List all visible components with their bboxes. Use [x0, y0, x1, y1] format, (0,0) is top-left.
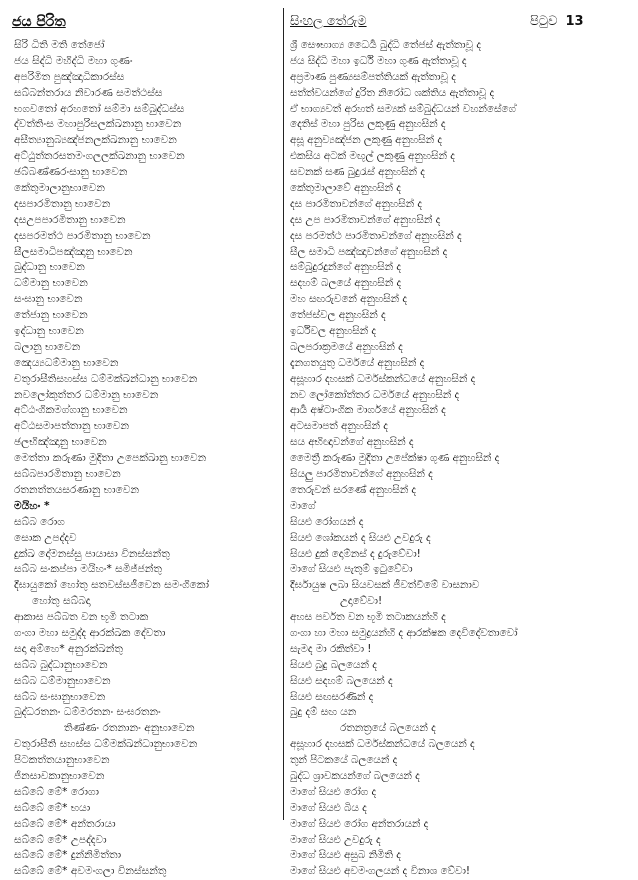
sinhala-line: මෛත්‍රී කරුණා මුදිතා උපේක්ෂා ගුණ අනුහසින් ද [290, 452, 500, 465]
sinhala-line: සියළු බුදු බලයෙන් ද [290, 658, 377, 671]
sinhala-line: මාගේ සියළු උවදුරු ද [290, 833, 381, 846]
sinhala-line: සදහම් බලයේ අනුහසින් ද [290, 277, 402, 290]
pali-line: සබ්බ සංකප්පා මයිහං* සමිජ්ජන්තු [14, 563, 162, 576]
sinhala-line: ආර්‍ය අෂ්ටාංගික මාර්ගයේ අනුහසින් ද [290, 404, 446, 417]
pali-line: සබ්බපාරමිතානු භාවෙන [14, 468, 121, 481]
pali-line: සදා අම්හෙ* අනුරක්ඛන්තු [14, 642, 123, 655]
pali-line: මෙත්තා කරුණා මුදිතා උපෙක්ඛානු භාවෙන [14, 452, 207, 465]
sinhala-line: මහ සඟරුවනේ අනුහසින් ද [290, 293, 407, 306]
header-title-block [12, 10, 272, 34]
sinhala-line: සම්බුදුරදුන්ගේ අනුහසින් ද [290, 261, 401, 274]
pali-line: මයිහං * [14, 499, 50, 512]
pali-line: ඡබ්බණ්ණරංසානු භාවෙන [14, 166, 128, 179]
pali-line: සබ්බේ මේ* භයා [14, 801, 91, 814]
pali-line: ඉද්ධානු භාවෙන [14, 325, 84, 338]
pali-line: තේජානු භාවෙන [14, 309, 88, 322]
pali-line: සබ්බ ධම්මානුභාවෙන [14, 674, 111, 687]
sinhala-line: ඉර්ධිවල අනුහසින් ද [290, 325, 377, 338]
sinhala-line: සය අභිඥාවන්ගේ අනුහසින් ද [290, 436, 414, 449]
sinhala-line: අසූහාර දහසක් ධර්මස්කන්ධයේ අනුහසින් ද [290, 372, 476, 385]
pali-line: ආකාස පබ්බත වන භූමි තටාක [14, 611, 149, 624]
sinhala-line: උදාවේවා! [340, 595, 383, 608]
sinhala-line: රතනත්‍රයේ බලයෙන් ද [340, 722, 436, 735]
sinhala-line: අසූහාර දහසක් ධර්මස්කන්ධයේ බලයෙන් ද [290, 738, 475, 751]
sinhala-line: මාගේ සියළු අසුබ නිමිති ද [290, 849, 401, 862]
pali-line: ජිනසාවකානුභාවෙන [14, 769, 105, 782]
pali-line: සිරි ධිති මති තේජෝ [14, 39, 105, 51]
sinhala-line: සියළු සඟසරණින් ද [290, 690, 374, 703]
sinhala-line: දස පරමත්ථ පාරමිතාවන්ගේ අනුහසින් ද [290, 229, 462, 242]
pali-line: ඤෙය්‍යධම්මානු භාවෙන [14, 356, 119, 369]
sinhala-line: මාගේ සියළු බිය ද [290, 801, 367, 814]
pali-line: සංඝානු භාවෙන [14, 293, 83, 306]
column-divider [283, 8, 284, 820]
sinhala-line: මාගේ සියළු පැතුම් ඉටුවේවා [290, 563, 413, 576]
pali-line: සබ්බේ මේ* උපද්දවා [14, 833, 107, 846]
pali-line: දසපාරමිතානු භාවෙන [14, 197, 111, 210]
sinhala-line: තෙරුවන් සරණේ අනුහසින් ද [290, 483, 417, 496]
pali-column [14, 38, 280, 880]
pali-line: බුද්ධරතනං ධම්මරතනං සංඝරතනං [14, 706, 161, 719]
sinhala-line: නව ලෝකෝත්තර ධර්මයේ අනුහසින් ද [290, 388, 460, 401]
pali-line: සීලසමාධිපඤ්ඤානු භාවෙන [14, 245, 133, 258]
page-number: 13 [565, 14, 584, 29]
sinhala-line: එකසිය අටක් මඟුල් ලකුණු අනුහසින් ද [290, 150, 455, 163]
pali-line: දීඝායුකෝ හෝතු සතවස්සජීවෙන සමංගිකෝ [14, 579, 209, 592]
pali-line: සොක උපද්දව [14, 531, 77, 544]
pali-line: රතනත්තයසරණානු භාවෙන [14, 483, 140, 496]
header-right-block [290, 10, 630, 34]
sinhala-line: මාගේ සියළු රෝග අන්තරායන් ද [290, 817, 429, 830]
pali-line: සබ්බේ මේ* අවමංගලා විනස්සන්තු [14, 865, 167, 878]
sinhala-line: දස උප පාරමිතාවන්ගේ අනුහසින් ද [290, 213, 441, 226]
pali-line: සබ්බේ මේ* අන්තරායා [14, 817, 116, 830]
pali-line: සබ්බ සංඝානුභාවෙන [14, 690, 106, 703]
sinhala-line: දීර්ඝායුෂ ලබා සියවසක් ජීවත්වීමේ වාසනාව [290, 579, 480, 592]
sinhala-line: සත්ත්වයන්ගේ දුරිත නිරෝධ ශක්තිය ඇත්තාවූ ද [290, 86, 495, 99]
pali-line: පිටකත්තයානුභාවෙන [14, 754, 110, 767]
pali-line: දසඋපපාරමිතානු භාවෙන [14, 213, 126, 226]
sinhala-column [290, 38, 635, 880]
sinhala-line: මාගේ සියළු අවමංගලයන් ද විනාශ වේවා! [290, 865, 471, 878]
pali-line: අට්ඨංගිකමග්ගානු භාවෙන [14, 404, 128, 417]
sinhala-line: අහස පර්වත වන භූමි තටාකයන්හි ද [290, 611, 446, 624]
pali-line: බුද්ධානු භාවෙන [14, 261, 85, 274]
sinhala-line: සවනක් සණ බුදුරැස් අනුහසින් ද [290, 166, 425, 179]
sinhala-line: මාගේ සියළු රෝග ද [290, 785, 377, 798]
pali-line: සබ්බේ මේ* දුන්නිමිත්තා [14, 849, 122, 862]
sinhala-line: සියලු පාරමිතාවන්ගේ අනුහසින් ද [290, 468, 433, 481]
pali-line: සබ්බ රොග [14, 515, 65, 528]
sinhala-line: බුදු දම් සඟ යන [290, 706, 357, 719]
sinhala-line: දස පාරමිතාවන්ගේ අනුහසින් ද [290, 197, 422, 210]
pali-line: ද්වත්තිංස මහාපුරිසලක්ඛනානු භාවෙන [14, 118, 182, 131]
pali-line: කේතුමාලානුභාවෙන [14, 182, 105, 195]
page-label: පිටුව [530, 14, 558, 29]
pali-line: සබ්බ බුද්ධානුභාවෙන [14, 658, 108, 671]
page-title: ජය පිරිත [12, 14, 66, 30]
pali-line: භගවතෝ අරහතෝ සම්මා සම්බුද්ධස්ස [14, 102, 185, 115]
pali-line: තිණ්ණං රතනානං අනුභාවෙන [64, 722, 195, 735]
sinhala-line: සියළු ශෝකයන් ද සියළු උවදුරු ද [290, 531, 431, 544]
sinhala-line: අසූ අනුව්‍යඤ්ජන ලකුණු අනුහසින් ද [290, 134, 443, 147]
sinhala-line: මාගේ [290, 499, 316, 512]
pali-line: චතුරාසීති සහස්ස ධම්මක්ඛන්ධානුභාවෙන [14, 738, 198, 751]
pali-line: අට්ඨසමාපත්තානු භාවෙන [14, 420, 130, 433]
sinhala-line: තේජස්වල අනුහසින් ද [290, 309, 386, 322]
sinhala-line: කේතුමාලාවේ අනුහසින් ද [290, 182, 401, 195]
sinhala-line: බලපරාක්‍රමයේ අනුහසින් ද [290, 340, 403, 353]
sinhala-line: තුන් පිටකයේ බලයෙන් ද [290, 754, 398, 767]
pali-line: අට්ඨුත්තරසතමංගලලක්ඛනානු භාවෙන [14, 150, 185, 163]
pali-line: ජය සිද්ධි මහිද්ධි මහා ගුණං [14, 54, 133, 67]
pali-line: සබ්බන්තරාය නිවාරණ සමත්ථස්ස [14, 86, 163, 99]
sinhala-line: දෙතිස් මහා පුරිස ලකුණු අනුහසින් ද [290, 118, 446, 131]
sinhala-line: දැනගතයුතු ධර්මයේ අනුහසින් ද [290, 356, 425, 369]
sinhala-line: ඒ භාග්‍යවත් අරහත් සම්‍යක් සම්බුද්ධයන් වහන්සේගේ [290, 102, 516, 115]
pali-line: ධම්මානු භාවෙන [14, 277, 88, 290]
pali-line: අපරිමිත පුඤ්ඤාධිකාරස්ස [14, 70, 125, 83]
sinhala-line: සීල සමාධි පඤ්ඤාවන්ගේ අනුහසින් ද [290, 245, 448, 258]
pali-line: බලානු භාවෙන [14, 340, 81, 353]
sinhala-line: සියළු සදහම් බලයෙන් ද [290, 674, 393, 687]
pali-line: නවලෝකුත්තර ධම්මානු භාවෙන [14, 388, 159, 401]
pali-line: දුක්ඛ දෝමනස්සු පායාසා විනස්සන්තු [14, 547, 170, 560]
page-number-block [530, 10, 584, 34]
sinhala-line: ජය සිද්ධි මහා ඉර්ධි මහා ගුණ ඇත්තාවූ ද [290, 54, 467, 67]
pali-line: සබ්බේ මේ* රොගා [14, 785, 100, 798]
pali-line: චතුරාසීතිසහස්ස ධම්මක්ඛන්ධානු භාවෙන [14, 372, 198, 385]
sinhala-line: සියළු රෝගයන් ද [290, 515, 364, 528]
pali-line: අසීත්‍යානුබ්‍යඤ්ජනලක්ඛනානු භාවෙන [14, 134, 177, 147]
pali-line: ගංගා මහා සමුද්ද ආරක්ඛක දේවතා [14, 626, 166, 639]
pali-line: දසපරමත්ථ පාරමිතානු භාවෙන [14, 229, 151, 242]
pali-line: හෝතු සබ්බදා [32, 595, 91, 608]
sinhala-line: අටසමාපත් අනුහසින් ද [290, 420, 388, 433]
sinhala-line: සියළු දුක් දොම්නස් ද දුරුවේවා! [290, 547, 421, 560]
sinhala-line: සැමද මා රකිත්වා ! [290, 642, 372, 655]
pali-line: ඡලභිඤ්ඤානු භාවෙන [14, 436, 107, 449]
sinhala-line: ශ්‍රී සෞභාග්‍ය ධෛර්‍ය බුද්ධි තේජස් ඇත්තාවූ ද [290, 39, 481, 51]
sinhala-line: අප්‍රමාණ පුණ්‍යසම්පත්තියක් ඇත්තාවූ ද [290, 70, 456, 83]
sinhala-line: ගංගා හා මහා සමුද්‍රයන්හි ද ආරක්ෂක දෙවිදේවතාවෝ [290, 626, 518, 639]
sinhala-line: බුද්ධ ශ්‍රාවකයන්ගේ බලයෙන් ද [290, 769, 420, 782]
book-title: සිංහල තේරුම [290, 14, 367, 29]
